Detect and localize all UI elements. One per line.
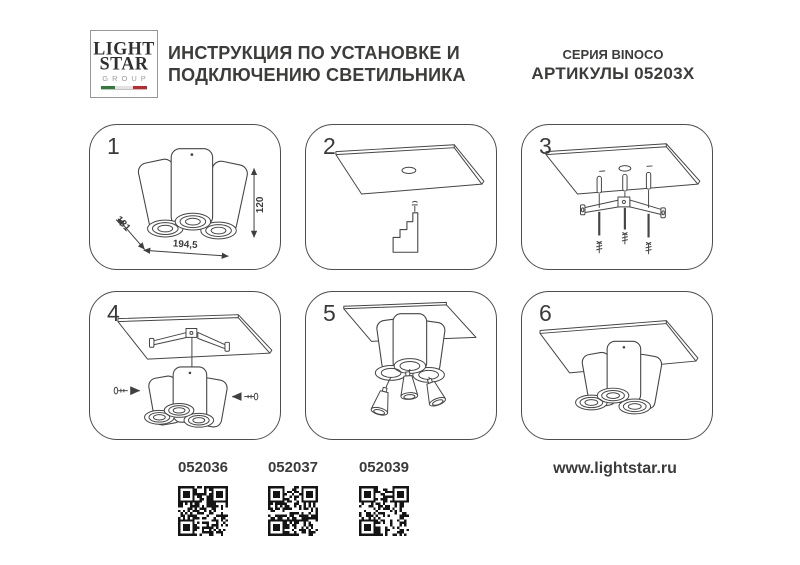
article-number-2: 052037 — [267, 459, 319, 476]
ceiling-panel — [336, 145, 484, 194]
panel-step-4 — [89, 291, 281, 440]
page-title-line1: ИНСТРУКЦИЯ ПО УСТАНОВКЕ И — [168, 43, 460, 63]
article-number-1: 052036 — [177, 459, 229, 476]
qr-code-1 — [178, 486, 228, 536]
flag-red — [133, 86, 147, 89]
page-title — [168, 42, 466, 86]
side-screw-right — [232, 393, 257, 400]
lightstar-logo — [90, 30, 158, 98]
logo-text-group: GROUP — [102, 73, 150, 83]
flag-green — [101, 86, 115, 89]
dim-width-label: 194,5 — [172, 238, 198, 252]
italian-flag-stripe — [101, 86, 147, 90]
drill-step-template — [393, 213, 418, 252]
side-screw-left — [114, 387, 139, 394]
logo-text-light: LIGHT — [93, 36, 155, 58]
series-label: СЕРИЯ BINOCO — [562, 47, 664, 62]
qr-code-2 — [268, 486, 318, 536]
qr-code-3 — [359, 486, 409, 536]
website-url: www.lightstar.ru — [553, 460, 677, 477]
dim-depth-label: 181 — [113, 214, 133, 234]
step-number: 4 — [107, 300, 120, 326]
panel-step-2 — [305, 124, 497, 270]
step-number: 1 — [107, 133, 120, 159]
step-number: 6 — [539, 300, 552, 326]
panel-step-3 — [521, 124, 713, 270]
step-number: 2 — [323, 133, 336, 159]
panel-step-6 — [521, 291, 713, 440]
panel-step-1 — [89, 124, 281, 270]
dim-height-label: 120 — [254, 196, 266, 214]
articles-label: АРТИКУЛЫ 05203X — [531, 64, 695, 83]
mounting-bracket — [581, 197, 666, 218]
page-title-line2: ПОДКЛЮЧЕНИЮ СВЕТИЛЬНИКА — [168, 65, 466, 85]
screw-icon — [412, 201, 418, 211]
anchor-screws — [596, 233, 651, 255]
step-number: 3 — [539, 133, 552, 159]
logo-text-star: STAR — [99, 51, 149, 73]
flag-white — [115, 86, 132, 89]
panel-step-5 — [305, 291, 497, 440]
step-number: 5 — [323, 300, 336, 326]
article-number-3: 052039 — [358, 459, 410, 476]
